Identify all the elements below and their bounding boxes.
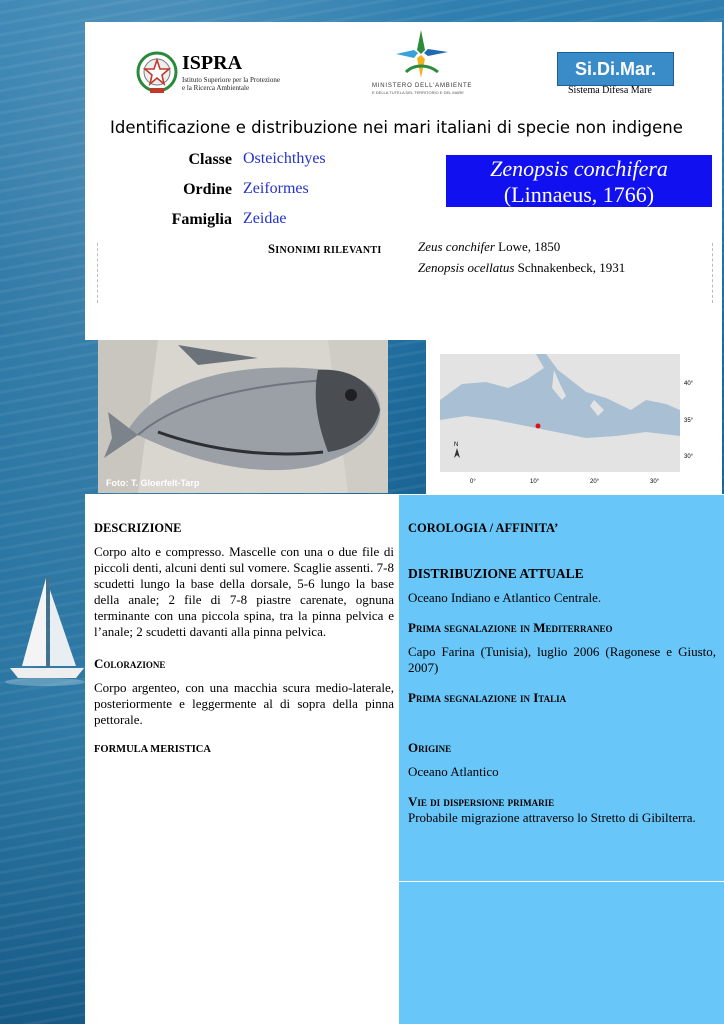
synonym-item [418, 239, 560, 255]
colorazione-text: Corpo argenteo, con una macchia scura medio-laterale, posteriormente e leggermente al di sopra della pinna pettorale. [94, 680, 394, 727]
distribuzione-heading: DISTRIBUZIONE ATTUALE [408, 566, 584, 581]
synonym-authority: Lowe, 1850 [498, 239, 561, 254]
description-text: Corpo alto e compresso. Mascelle con una o due file di piccoli denti, alcuni denti sul vomere. Scaglie assenti. 7-8 scudetti lungo la base della dorsale, 5-6 lungo la base della anale; 2 file di 7-8 piastre carenate, ognuna terminante con una piccola spina, tra la pinna pelvica e l’anale; 2 scudetti davanti alla pinna pelvica. [94, 544, 395, 639]
synonym-authority: Schnakenbeck, 1931 [517, 260, 626, 275]
italian-emblem-icon [136, 48, 178, 96]
sidimar-logo: Si.Di.Mar. [557, 52, 674, 86]
colorazione-heading [94, 656, 394, 672]
ispra-subtitle: e la Ricerca Ambientale [182, 84, 250, 92]
ministero-logo-icon [392, 28, 450, 82]
map-lon-label: 10° [530, 479, 540, 485]
classe-value: Osteichthyes [243, 150, 326, 167]
sailboat-illustration [0, 570, 90, 690]
map-lat-label: 40° [684, 381, 694, 387]
first-record-marker [536, 424, 541, 429]
distribution-map [426, 340, 722, 494]
map-lat-label: 35° [684, 418, 694, 424]
vie-dispersione-heading: Vie di dispersione primarie [408, 794, 555, 809]
photo-credit: Foto: T. Gloerfelt-Tarp [106, 478, 200, 488]
colorazione-heading-text: Colorazione [94, 656, 166, 671]
fish-photo [98, 340, 388, 493]
map-lon-label: 30° [650, 479, 660, 485]
ministero-subtitle: E DELLA TUTELA DEL TERRITORIO E DEL MARE [372, 90, 464, 95]
prima-mediterraneo-heading: Prima segnalazione in Mediterraneo [408, 620, 613, 635]
ordine-label: Ordine [183, 181, 232, 198]
map-north-label: N [454, 442, 459, 448]
page-title: Identificazione e distribuzione nei mari italiani di specie non indigene [110, 118, 683, 137]
divider [712, 243, 714, 303]
synonym-name: Zeus conchifer [418, 239, 495, 254]
description-section [94, 520, 394, 758]
synonym-item [418, 260, 625, 276]
vie-dispersione-text: Probabile migrazione attraverso lo Stretto di Gibilterra. [408, 810, 696, 825]
divider [97, 243, 99, 303]
synonyms-label: SINONIMI RILEVANTI [268, 242, 382, 256]
famiglia-label: Famiglia [171, 211, 232, 228]
chorology-heading: COROLOGIA / AFFINITA’ [408, 521, 559, 535]
species-name: Zenopsis conchifera [490, 156, 668, 181]
ispra-subtitle: Istituto Superiore per la Protezione [182, 76, 280, 84]
chorology-section [408, 520, 716, 826]
distribuzione-text: Oceano Indiano e Atlantico Centrale. [408, 590, 602, 605]
origine-text: Oceano Atlantico [408, 764, 499, 779]
classe-label: Classe [188, 151, 232, 168]
description-heading: DESCRIZIONE [94, 521, 182, 535]
synonyms-label-text: INONIMI RILEVANTI [275, 245, 382, 256]
map-lon-label: 0° [470, 479, 476, 485]
ministero-name: MINISTERO DELL'AMBIENTE [372, 83, 473, 89]
prima-mediterraneo-text: Capo Farina (Tunisia), luglio 2006 (Ragonese e Giusto, 2007) [408, 644, 716, 675]
origine-heading: Origine [408, 740, 452, 755]
famiglia-value: Zeidae [243, 210, 287, 227]
prima-italia-heading: Prima segnalazione in Italia [408, 690, 567, 705]
map-lat-label: 30° [684, 454, 694, 460]
sidimar-subtitle: Sistema Difesa Mare [568, 85, 652, 96]
species-box [446, 155, 712, 207]
species-authority: (Linnaeus, 1766) [503, 182, 655, 207]
map-lon-label: 20° [590, 479, 600, 485]
ordine-value: Zeiformes [243, 180, 309, 197]
synonym-name: Zenopsis ocellatus [418, 260, 515, 275]
ispra-name: ISPRA [182, 52, 243, 74]
formula-meristica-heading: FORMULA MERISTICA [94, 744, 211, 755]
